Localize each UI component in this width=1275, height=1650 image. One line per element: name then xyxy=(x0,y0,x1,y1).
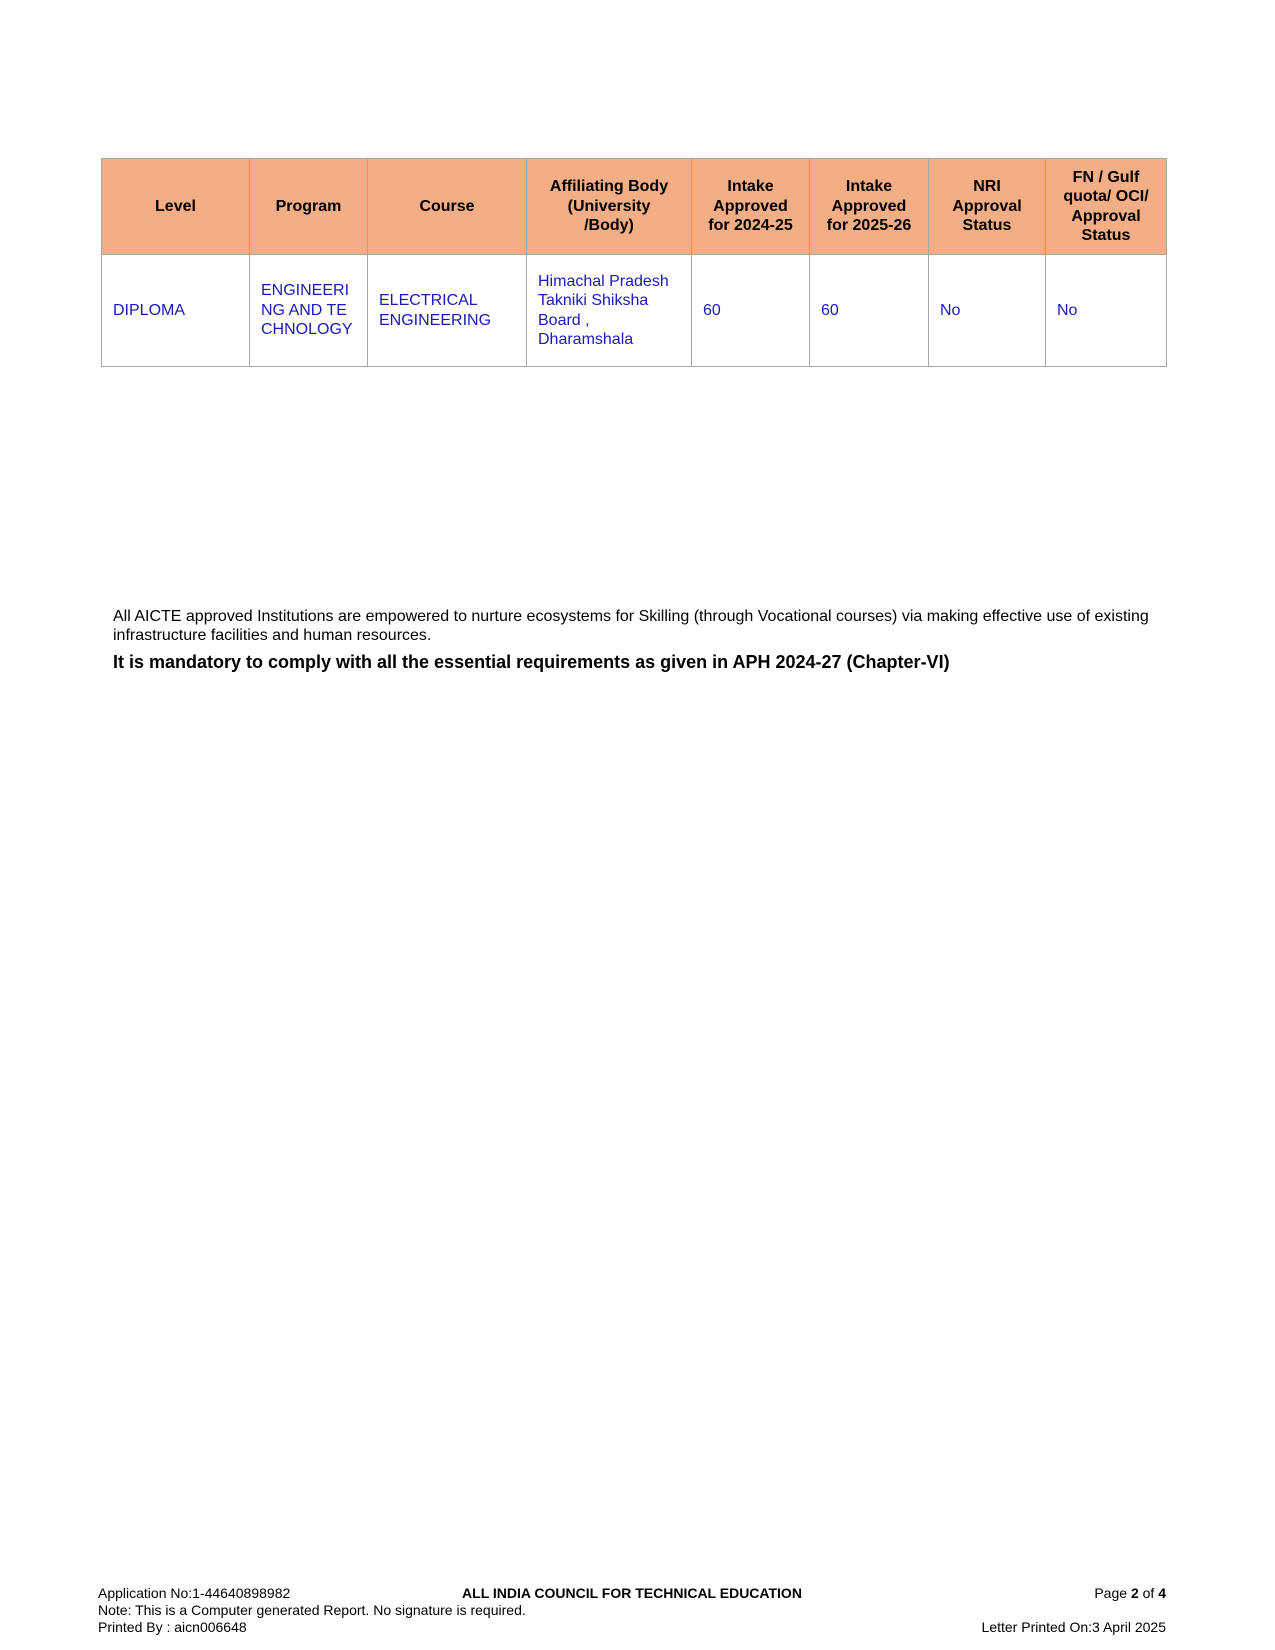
mandatory-compliance-note: It is mandatory to comply with all the essential requirements as given in APH 2024-27 (Chapter-VI) xyxy=(113,652,950,672)
header-nri-approval-status: NRI Approval Status xyxy=(929,159,1046,255)
computer-generated-note: Note: This is a Computer generated Report. No signature is required. xyxy=(98,1602,526,1618)
letter-printed-date: Letter Printed On:3 April 2025 xyxy=(981,1619,1166,1635)
cell-fn-gulf-status: No xyxy=(1046,255,1167,367)
cell-nri-status: No xyxy=(929,255,1046,367)
council-name: ALL INDIA COUNCIL FOR TECHNICAL EDUCATION xyxy=(462,1585,802,1601)
header-level: Level xyxy=(102,159,250,255)
cell-level: DIPLOMA xyxy=(102,255,250,367)
cell-affiliating-body: Himachal Pradesh Takniki Shiksha Board , Dharamshala xyxy=(527,255,692,367)
skilling-note: All AICTE approved Institutions are empowered to nurture ecosystems for Skilling (through Vocational courses) via making effective use of existing infrastructure facilities and human resources. xyxy=(113,608,1149,644)
header-course: Course xyxy=(368,159,527,255)
cell-intake-2025-26: 60 xyxy=(810,255,929,367)
cell-course: ELECTRICAL ENGINEERING xyxy=(368,255,527,367)
header-program: Program xyxy=(250,159,368,255)
cell-intake-2024-25: 60 xyxy=(692,255,810,367)
application-number: Application No:1-44640898982 xyxy=(98,1585,291,1601)
table-header-row xyxy=(102,159,1167,255)
header-intake-2025-26: Intake Approved for 2025-26 xyxy=(810,159,929,255)
table-row xyxy=(102,255,1167,367)
page-indicator: Page 2 of 4 xyxy=(1094,1585,1166,1601)
notes-section xyxy=(113,607,1163,673)
header-fn-gulf-approval-status: FN / Gulf quota/ OCI/ Approval Status xyxy=(1046,159,1167,255)
printed-by: Printed By : aicn006648 xyxy=(98,1619,247,1635)
header-affiliating-body: Affiliating Body (University /Body) xyxy=(527,159,692,255)
header-intake-2024-25: Intake Approved for 2024-25 xyxy=(692,159,810,255)
page-footer xyxy=(98,1585,1166,1645)
course-approval-table xyxy=(101,158,1167,367)
cell-program: ENGINEERING AND TECHNOLOGY xyxy=(250,255,368,367)
